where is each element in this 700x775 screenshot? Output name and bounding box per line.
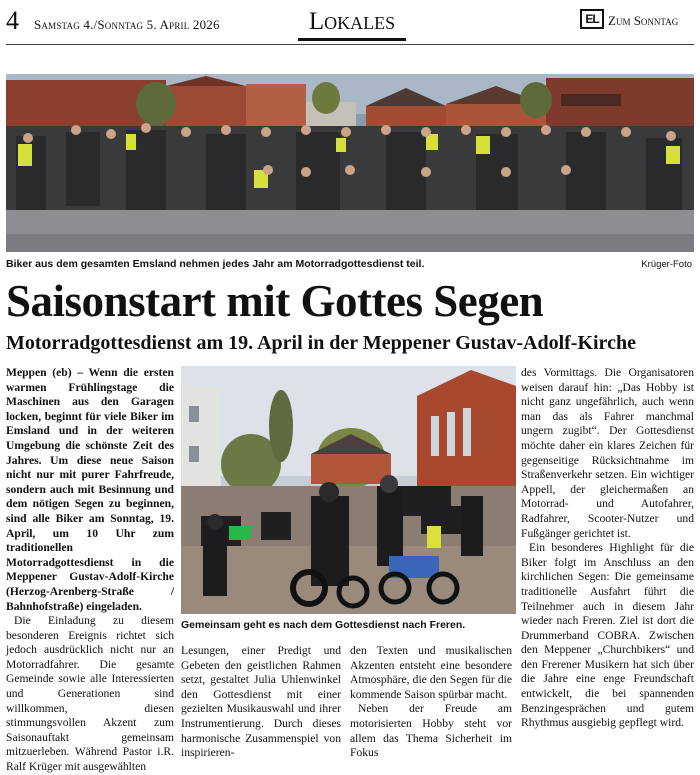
article-paragraph: des Vormittags. Die Organisatoren weisen darauf hin: „Das Hobby ist nicht ganz ungefährlich, auch wenn man das als Fahrer manchmal ungern zugibt“. Der Gottesdienst möchte daher ein klares Zeichen für gegenseitige Rücksichtnahme im Straßenverkehr setzen. Ein wichtiger Appell, der gleichermaßen an Motorrad- und Autofahrer, Radfahrer, Scooter-Nutzer und Fußgänger gerichtet ist.	[521, 366, 694, 540]
header-rule	[6, 44, 694, 45]
inset-photo-caption: Gemeinsam geht es nach dem Gottesdienst nach Freren.	[181, 619, 466, 631]
newspaper-logo: EL	[580, 9, 604, 29]
newspaper-brand: Zum Sonntag	[608, 13, 679, 28]
photo-credit: Krüger-Foto	[641, 259, 692, 270]
section-underline	[298, 38, 406, 41]
article-paragraph: Die Einladung zu diesem besonderen Ereignis richtet sich jedoch ausdrücklich nicht nur an Motorradfahrer. Die gesamte Gemeinde sowie alle Interessierten und Generationen sind willkommen, diesen stimmungsvollen Akzent zum Saisonauftakt gemeinsam mitzuerleben. Während Pastor i.R. Ralf Krüger mit ausgewählten	[6, 614, 174, 774]
motorcycles-photo	[181, 366, 516, 614]
article-column-2	[181, 644, 341, 761]
article-column-3	[350, 644, 512, 761]
article-paragraph: Ein besonderes Highlight für die Biker folgt im Anschluss an den kirchlichen Segen: Die gemeinsame traditionelle Ausfahrt führt die Teilnehmer auch in diesem Jahr wieder nach Freren. Ziel ist dort die Drummerband COBRA. Zwischen den Meppener „Churchbikers“ und den Frerener Musikern hat sich über die Jahre eine enge Freundschaft entwickelt, die bei spannenden Benzingesprächen und gutem Rhythmus ausgiebig gepflegt wird.	[521, 541, 694, 730]
article-paragraph: Neben der Freude am motorisierten Hobby steht vor allem das Thema Sicherheit im Fokus	[350, 702, 512, 760]
group-photo	[6, 74, 694, 252]
article-column-4	[521, 366, 694, 731]
page-header	[0, 0, 700, 44]
article-subheadline: Motorradgottesdienst am 19. April in der Meppener Gustav-Adolf-Kirche	[6, 332, 636, 354]
issue-date: Samstag 4./Sonntag 5. April 2026	[34, 17, 220, 32]
page-number: 4	[6, 6, 19, 35]
article-column-1	[6, 366, 174, 775]
article-paragraph: den Texten und musikalischen Akzenten entsteht eine besondere Atmosphäre, die den Segen für die kommende Saison spürbar macht.	[350, 644, 512, 701]
main-photo-caption: Biker aus dem gesamten Emsland nehmen jedes Jahr am Motorradgottesdienst teil.	[6, 258, 425, 270]
section-title: Lokales	[308, 8, 396, 35]
article-headline: Saisonstart mit Gottes Segen	[6, 276, 544, 326]
article-lead: Meppen (eb) – Wenn die ersten warmen Frühlingstage die Maschinen aus den Garagen locken, beginnt für viele Biker im Emsland und in der weiteren Umgebung die schönste Zeit des Jahres. Um diese neue Saison nicht nur mit purer Fahrfreude, sondern auch mit Besinnung und dem nötigen Segen zu beginnen, sind alle Biker am Sonntag, 19. April, um 10 Uhr zum traditionellen Motorradgottesdienst in die Meppener Gustav-Adolf-Kirche (Herzog-Arenberg-Straße / Bahnhofstraße) eingeladen.	[6, 366, 174, 613]
article-paragraph: Lesungen, einer Predigt und Gebeten den geistlichen Rahmen setzt, gestaltet Julia Uhlenwinkel den Gottesdienst mit einer gezielten Musikauswahl und ihrer Instrumentierung. Durch dieses harmonische Zusammenspiel von inspirieren-	[181, 644, 341, 760]
